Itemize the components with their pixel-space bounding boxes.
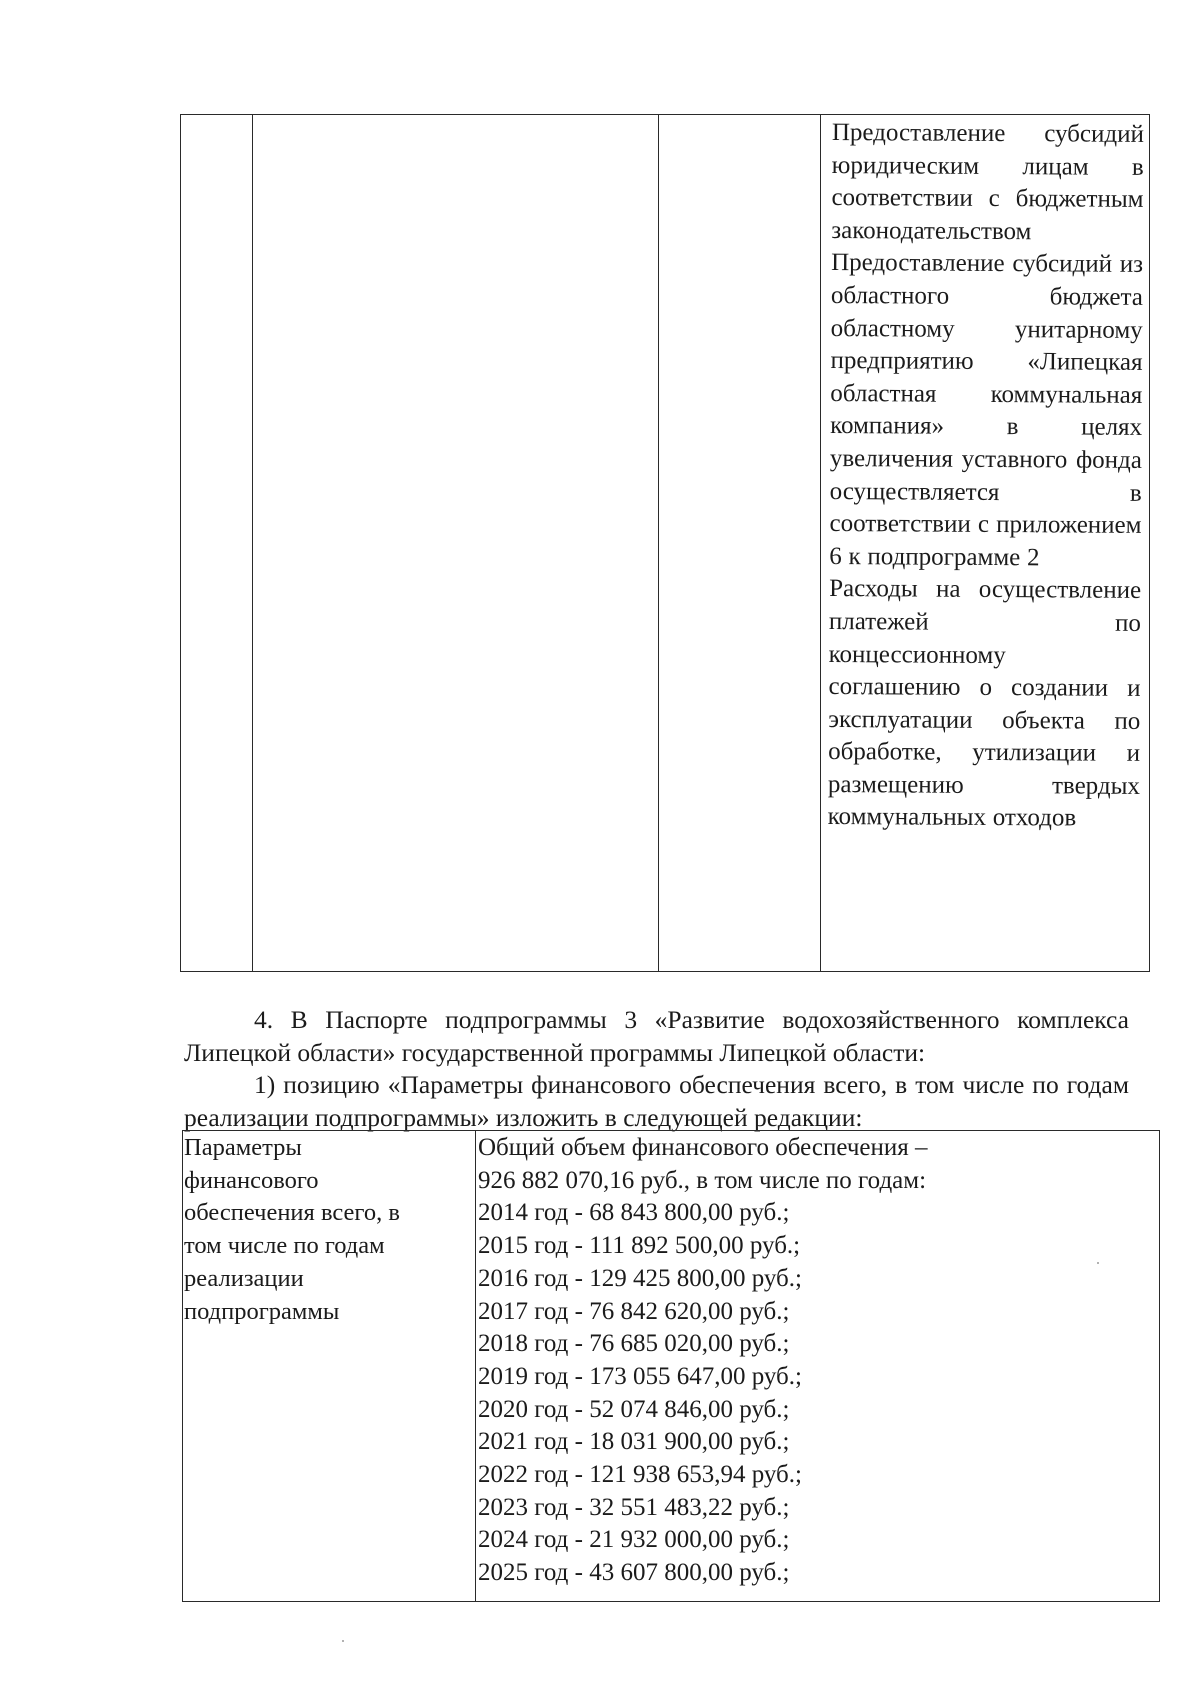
- label-line: Параметры: [184, 1134, 302, 1161]
- scan-speck: [342, 1640, 344, 1642]
- year-amount-line: 2016 год - 129 425 800,00 руб.;: [478, 1264, 802, 1292]
- amendment-paragraph: 1) позицию «Параметры финансового обеспечения всего, в том числе по годам реализации подпрограммы» изложить в следующей редакции:: [184, 1070, 1129, 1132]
- year-amount-line: 2019 год - 173 055 647,00 руб.;: [478, 1362, 802, 1390]
- year-amount-line: 2014 год - 68 843 800,00 руб.;: [478, 1199, 790, 1227]
- year-amount-line: 2025 год - 43 607 800,00 руб.;: [478, 1559, 790, 1587]
- year-amount-line: 2022 год - 121 938 653,94 руб.;: [478, 1461, 802, 1489]
- column-divider: [658, 115, 659, 971]
- total-line: Общий объем финансового обеспечения –: [478, 1134, 928, 1161]
- cell-paragraph: Предоставление субсидий из областного бюджета областному унитарному предприятию «Липецкая областная коммунальная компания» в целях увеличения уставного фонда осуществляется в соответствии с приложением 6 к подпрограмме 2: [829, 249, 1144, 571]
- year-amount-line: 2017 год - 76 842 620,00 руб.;: [478, 1297, 790, 1325]
- column-divider: [252, 115, 253, 971]
- total-line: 926 882 070,16 руб., в том числе по годам:: [478, 1166, 927, 1194]
- label-line: обеспечения всего, в: [184, 1199, 400, 1227]
- year-amount-line: 2024 год - 21 932 000,00 руб.;: [478, 1526, 790, 1554]
- column-divider: [475, 1131, 476, 1601]
- amendment-paragraph: 4. В Паспорте подпрограммы 3 «Развитие водохозяйственного комплекса Липецкой области» государственной программы Липецкой области:: [184, 1005, 1129, 1067]
- label-line: том числе по годам: [184, 1232, 385, 1260]
- year-amount-line: 2018 год - 76 685 020,00 руб.;: [478, 1330, 790, 1358]
- financing-values: [478, 1132, 1158, 1590]
- cell-paragraph: Расходы на осуществление платежей по концессионному соглашению о создании и эксплуатации объекта по обработке, утилизации и размещению твердых коммунальных отходов: [827, 575, 1142, 832]
- year-amount-line: 2015 год - 111 892 500,00 руб.;: [478, 1232, 801, 1260]
- table-cell-description: [828, 117, 1144, 836]
- cell-paragraph: Предоставление субсидий юридическим лицам в соответствии с бюджетным законодательством: [831, 118, 1144, 246]
- scan-speck: [1097, 1262, 1099, 1264]
- body-text: [184, 1004, 1129, 1134]
- label-line: финансового: [184, 1166, 319, 1194]
- year-amount-line: 2023 год - 32 551 483,22 руб.;: [478, 1493, 790, 1521]
- label-line: реализации: [184, 1264, 304, 1292]
- column-divider: [820, 115, 821, 971]
- year-amount-line: 2020 год - 52 074 846,00 руб.;: [478, 1395, 790, 1423]
- year-amount-line: 2021 год - 18 031 900,00 руб.;: [478, 1428, 790, 1456]
- financing-parameter-label: [184, 1132, 469, 1328]
- label-line: подпрограммы: [184, 1297, 340, 1325]
